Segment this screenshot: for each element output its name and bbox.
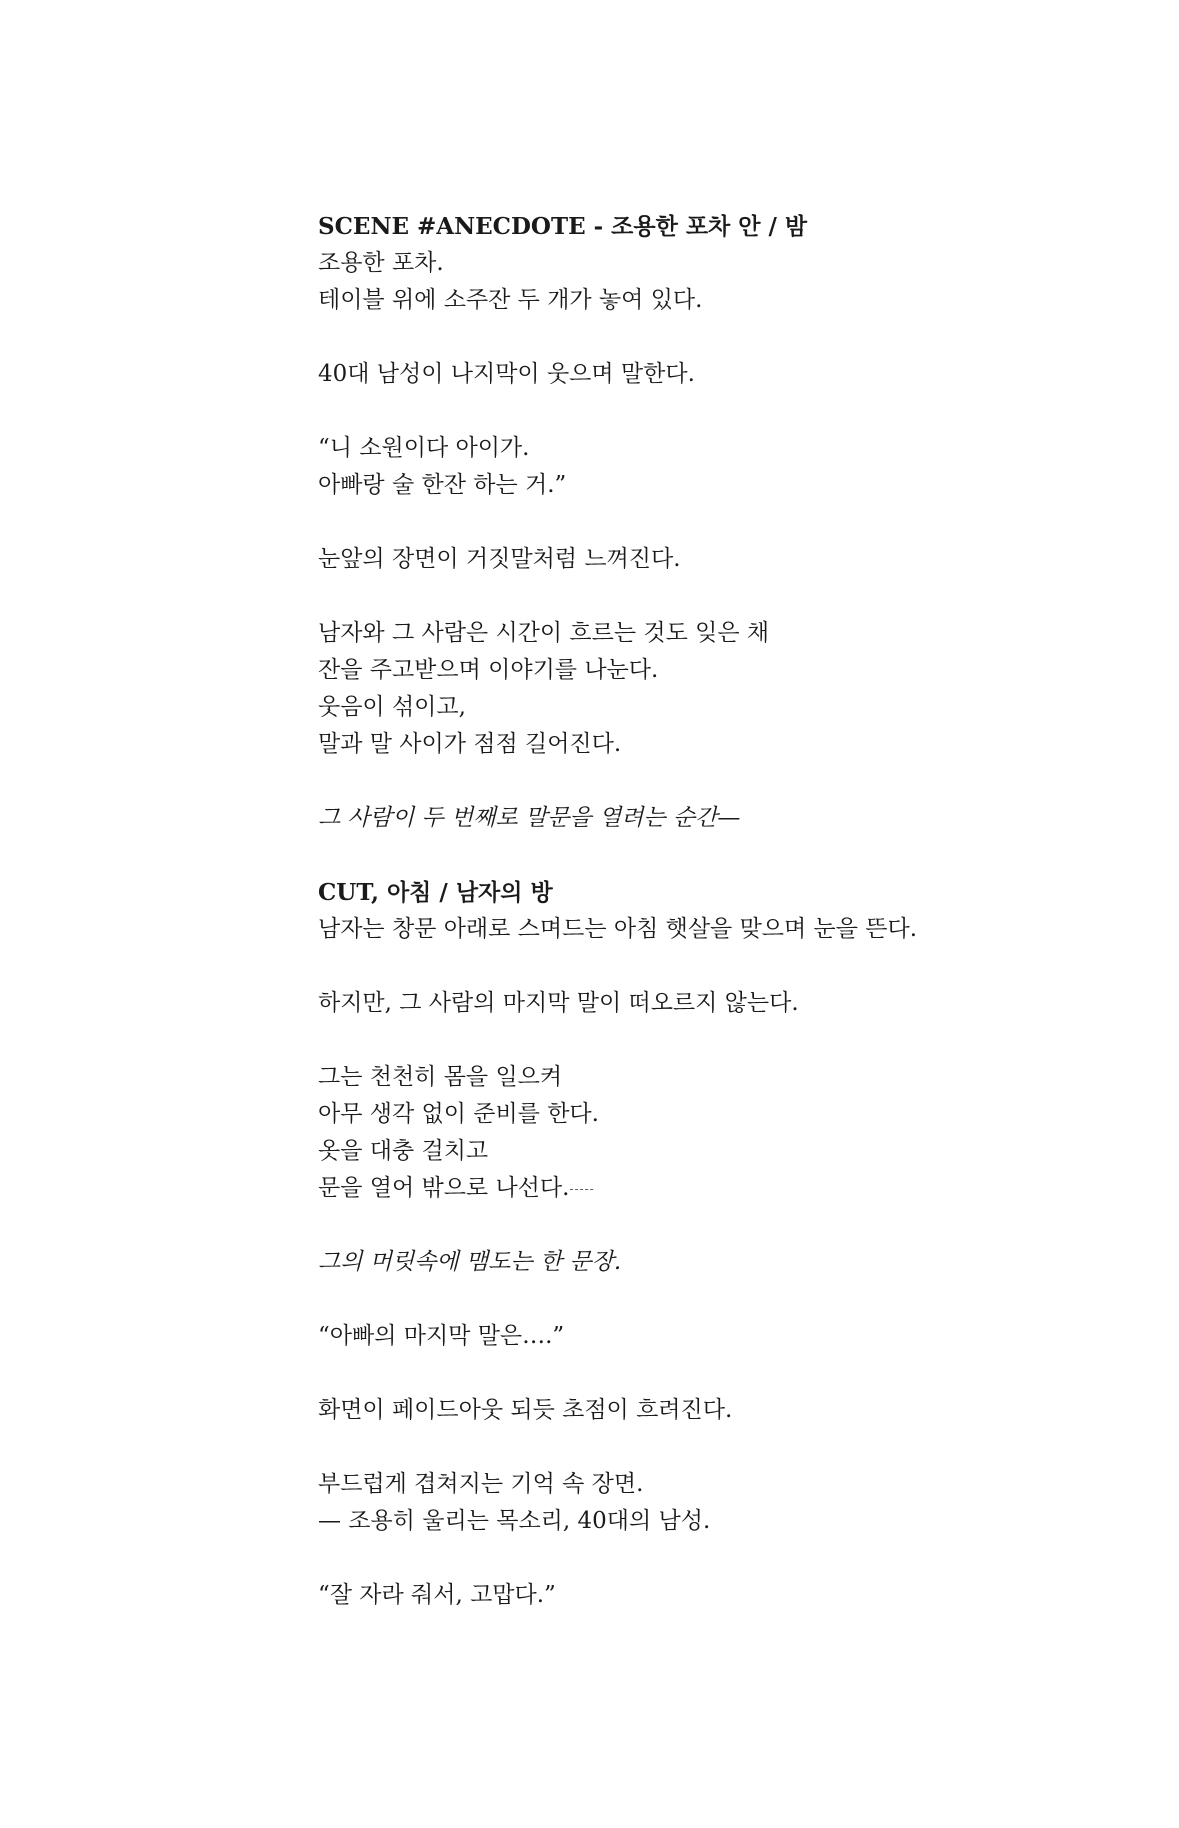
blank-line (318, 948, 1118, 985)
italic-direction: 그 사람이 두 번째로 말문을 열려는 순간— (318, 805, 741, 831)
action-line: 부드럽게 겹쳐지는 기억 속 장면. (318, 1471, 644, 1497)
action-line: 남자는 창문 아래로 스며드는 아침 햇살을 맞으며 눈을 뜬다. (318, 916, 918, 942)
blank-line (318, 1355, 1118, 1392)
blank-line (318, 393, 1118, 430)
blank-line (318, 578, 1118, 615)
action-line: 남자와 그 사람은 시간이 흐르는 것도 잊은 채 (318, 620, 770, 646)
action-line: 그는 천천히 몸을 일으켜 (318, 1064, 563, 1090)
action-line: 말과 말 사이가 점점 길어진다. (318, 731, 622, 757)
dialogue-line: 아빠랑 술 한잔 하는 거.” (318, 472, 567, 498)
blank-line (318, 763, 1118, 800)
cut-heading: CUT, 아침 / 남자의 방 (318, 879, 553, 906)
action-line: 조용한 포차. (318, 250, 444, 276)
action-line: 웃음이 섞이고, (318, 694, 466, 720)
blank-line (318, 319, 1118, 356)
action-line: 눈앞의 장면이 거짓말처럼 느껴진다. (318, 546, 681, 572)
dialogue-line: “아빠의 마지막 말은….” (318, 1323, 565, 1349)
action-text: 문을 열어 밖으로 나선다. (318, 1175, 570, 1201)
dash-tail: ----- (569, 1182, 595, 1196)
blank-line (318, 837, 1118, 874)
action-line: 잔을 주고받으며 이야기를 나눈다. (318, 657, 659, 683)
blank-line (318, 1540, 1118, 1577)
dialogue-line: “잘 자라 줘서, 고맙다.” (318, 1582, 556, 1608)
blank-line (318, 1429, 1118, 1466)
action-line: 40대 남성이 나지막이 웃으며 말한다. (318, 361, 695, 387)
action-line: 하지만, 그 사람의 마지막 말이 떠오르지 않는다. (318, 990, 799, 1016)
blank-line (318, 504, 1118, 541)
dialogue-line: “니 소원이다 아이가. (318, 435, 530, 461)
italic-direction: 그의 머릿속에 맴도는 한 문장. (318, 1249, 622, 1275)
scene-heading: SCENE #ANECDOTE - 조용한 포차 안 / 밤 (318, 213, 808, 240)
blank-line (318, 1207, 1118, 1244)
script-body (318, 208, 1118, 1614)
action-line: — 조용히 울리는 목소리, 40대의 남성. (318, 1508, 711, 1534)
blank-line (318, 1281, 1118, 1318)
action-line: 아무 생각 없이 준비를 한다. (318, 1101, 599, 1127)
blank-line (318, 1022, 1118, 1059)
action-line-with-tail (318, 1170, 1118, 1207)
action-line: 테이블 위에 소주잔 두 개가 놓여 있다. (318, 287, 703, 313)
action-line: 옷을 대충 걸치고 (318, 1138, 489, 1164)
action-line: 화면이 페이드아웃 되듯 초점이 흐려진다. (318, 1397, 733, 1423)
